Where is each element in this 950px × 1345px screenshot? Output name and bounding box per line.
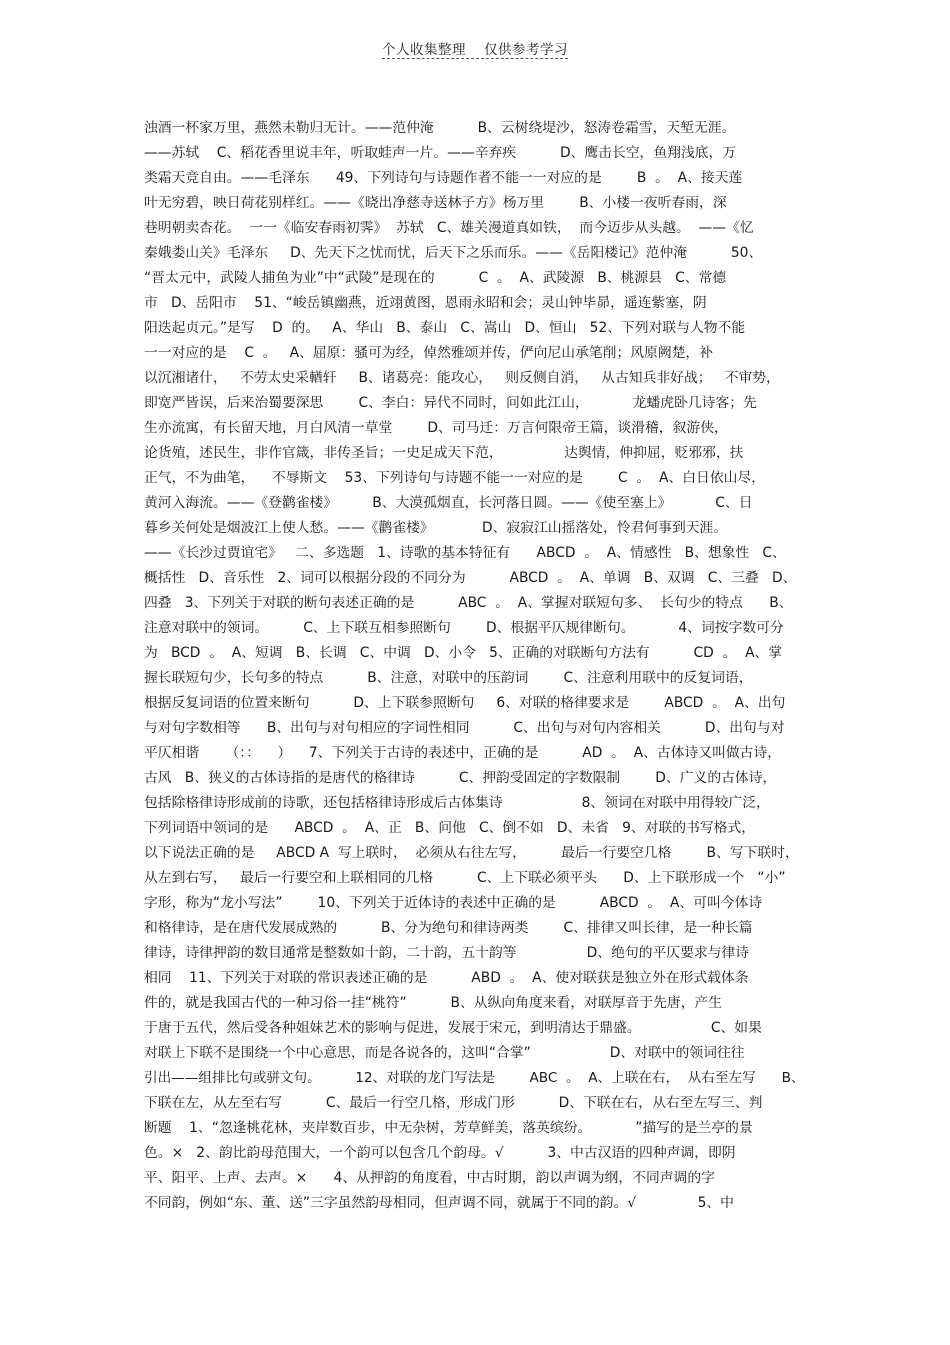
text-line: 类霜天竞自由。——毛泽东 49、下列诗句与诗题作者不能一一对应的是 B 。 A、接天莲 xyxy=(144,170,743,186)
text-line: 和格律诗，是在唐代发展成熟的 B、分为绝句和律诗两类 C、排律又叫长律，是一种长篇 xyxy=(144,920,753,936)
text-line: 平仄相谐 （：： ） 7、下列关于古诗的表述中，正确的是 AD 。 A、古体诗又叫做古诗， xyxy=(144,745,782,761)
text-line: 对联上下联不是围绕一个中心意思，而是各说各的，这叫“合掌” D、对联中的领词往往 xyxy=(144,1045,745,1061)
text-line: 暮乡关何处是烟波江上使人愁。——《鹳雀楼》 D、寂寂江山摇落处，怜君何事到天涯。 xyxy=(144,520,728,536)
text-line: 即宽严皆误，后来治蜀要深思 C、李白：异代不同时，问如此江山， 龙蟠虎卧几诗客；先 xyxy=(144,395,757,411)
text-line: 下联在左，从左至右写 C、最后一行空几格，形成门形 D、下联在右，从右至左写三、判 xyxy=(144,1095,763,1111)
text-line: 古风 B、狭义的古体诗指的是唐代的格律诗 C、押韵受固定的字数限制 D、广义的古体诗， xyxy=(144,770,777,786)
text-line: 市 D、岳阳市 51、“峻岳镇幽燕，近翊黄图，恩雨永昭和会；灵山钟毕昴，遥连紫塞，阴 xyxy=(144,295,707,311)
text-line: 一一对应的是 C 。 A、屈原：骚可为经，倬然雅颂并传，俨向尼山承笔削；风原阙楚，补 xyxy=(144,345,714,361)
text-line: 相同 11、下列关于对联的常识表述正确的是 ABD 。 A、使对联获是独立外在形式载体条 xyxy=(144,970,749,986)
text-line: 引出——组排比句或骈文句。 12、对联的龙门写法是 ABC 。 A、上联在右， 从右至左写 B、 xyxy=(144,1070,805,1086)
text-line: 握长联短句少，长句多的特点 B、注意，对联中的压韵词 C、注意利用联中的反复词语， xyxy=(144,670,753,686)
text-line: 黄河入海流。——《登鹳雀楼》 B、大漠孤烟直，长河落日圆。——《使至塞上》 C、日 xyxy=(144,495,753,511)
text-line: 断题 1、“忽逢桃花林，夹岸数百步，中无杂树，芳草鲜美，落英缤纷。 ”描写的是兰亭的景 xyxy=(144,1120,753,1136)
text-line: 论货殖，述民生，非作官箴，非传圣旨；一史足成天下范， 达舆情，伸抑屈，贬邪邪，扶 xyxy=(144,445,744,461)
text-line: 下列词语中领词的是 ABCD 。 A、正 B、问他 C、倒不如 D、未省 9、对联的书写格式， xyxy=(144,820,756,836)
text-line: 与对句字数相等 B、出句与对句相应的字词性相同 C、出句与对句内容相关 D、出句与对 xyxy=(144,720,785,736)
text-line: 平、阳平、上声、去声。× 4、从押韵的角度看，中古时期，韵以声调为纲，不同声调的字 xyxy=(144,1170,715,1186)
text-line: 巷明朝卖杏花。 一一《临安春雨初霁》 苏轼 C、雄关漫道真如铁， 而今迈步从头越。 ——《忆 xyxy=(144,220,754,236)
text-line: 从左到右写， 最后一行要空和上联相同的几格 C、上下联必须平头 D、上下联形成一个 “小” xyxy=(144,870,786,886)
text-line: 不同韵，例如“东、董、送”三字虽然韵母相同，但声调不同，就属于不同的韵。√ 5、中 xyxy=(144,1195,734,1211)
text-line: 为 BCD 。 A、短调 B、长调 C、中调 D、小令 5、正确的对联断句方法有 CD 。 A、掌 xyxy=(144,645,783,661)
text-line: 以下说法正确的是 ABCD A 写上联时， 必须从右往左写， 最后一行要空几格 B、写下联时， xyxy=(144,845,799,861)
text-line: 概括性 D、音乐性 2、词可以根据分段的不同分为 ABCD 。 A、单调 B、双调 C、三叠 D、 xyxy=(144,570,797,586)
text-line: ——《长沙过贾谊宅》 二、多选题 1、诗歌的基本特征有 ABCD 。 A、情感性 B、想象性 C、 xyxy=(144,545,786,561)
text-line: 浊酒一杯家万里，燕然未勒归无计。——范仲淹 B、云树绕堤沙，怒涛卷霜雪，天堑无涯。 xyxy=(144,120,736,136)
header-left-text: 个人收集整理 xyxy=(382,42,466,58)
text-line: 字形，称为“龙小写法” 10、下列关于近体诗的表述中正确的是 ABCD 。 A、可叫今体诗 xyxy=(144,895,763,911)
text-line: 律诗，诗律押韵的数目通常是整数如十韵，二十韵，五十韵等 D、绝句的平仄要求与律诗 xyxy=(144,945,750,961)
text-line: 叶无穷碧，映日荷花别样红。——《晓出净慈寺送林子方》杨万里 B、小楼一夜听春雨，深 xyxy=(144,195,727,211)
document-body xyxy=(144,116,806,1216)
text-line: “晋太元中，武陵人捕鱼为业”中“武陵”是现在的 C 。 A、武陵源 B、桃源县 C、常德 xyxy=(144,270,727,286)
text-line: ——苏轼 C、稻花香里说丰年，听取蛙声一片。——辛弃疾 D、鹰击长空，鱼翔浅底，万 xyxy=(144,145,737,161)
text-line: 色。× 2、韵比韵母范围大，一个韵可以包含几个韵母。√ 3、中古汉语的四种声调，即阴 xyxy=(144,1145,736,1161)
text-line: 包括除格律诗形成前的诗歌，还包括格律诗形成后古体集诗 8、领词在对联中用得较广泛， xyxy=(144,795,770,811)
text-line: 件的，就是我国古代的一种习俗一挂“桃符” B、从纵向角度来看，对联厚音于先唐，产生 xyxy=(144,995,723,1011)
header-divider xyxy=(382,58,568,59)
text-line: 四叠 3、下列关于对联的断句表述正确的是 ABC 。 A、掌握对联短句多、 长句少的特点 B、 xyxy=(144,595,793,611)
text-line: 根据反复词语的位置来断句 D、上下联参照断句 6、对联的格律要求是 ABCD 。 A、出句 xyxy=(144,695,786,711)
text-line: 于唐于五代，然后受各种姐妹艺术的影响与促进，发展于宋元，到明清达于鼎盛。 C、如果 xyxy=(144,1020,762,1036)
text-line: 秦娥娄山关》毛泽东 D、先天下之忧而忧，后天下之乐而乐。——《岳阳楼记》范仲淹 50、 xyxy=(144,245,763,261)
text-line: 以沉湘诸什， 不劳太史采輶轩 B、诸葛亮：能攻心， 则反侧自消， 从古知兵非好战； 不审势， xyxy=(144,370,780,386)
text-line: 阳迭起贞元。”是写 D 的。 A、华山 B、泰山 C、嵩山 D、恒山 52、下列对联与人物不能 xyxy=(144,320,746,336)
text-line: 正气，不为曲笔， 不辱斯文 53、下列诗句与诗题不能一一对应的是 C 。 A、白日依山尽， xyxy=(144,470,766,486)
header-right-text: 仅供参考学习 xyxy=(484,42,568,58)
text-line: 注意对联中的领词。 C、上下联互相参照断句 D、根据平仄规律断句。 4、词按字数可分 xyxy=(144,620,784,636)
page-header xyxy=(382,38,568,58)
text-line: 生亦流寓，有长留天地，月白风清一草堂 D、司马迁：万言何限帝王篇，谈滑稽，叙游侠， xyxy=(144,420,728,436)
